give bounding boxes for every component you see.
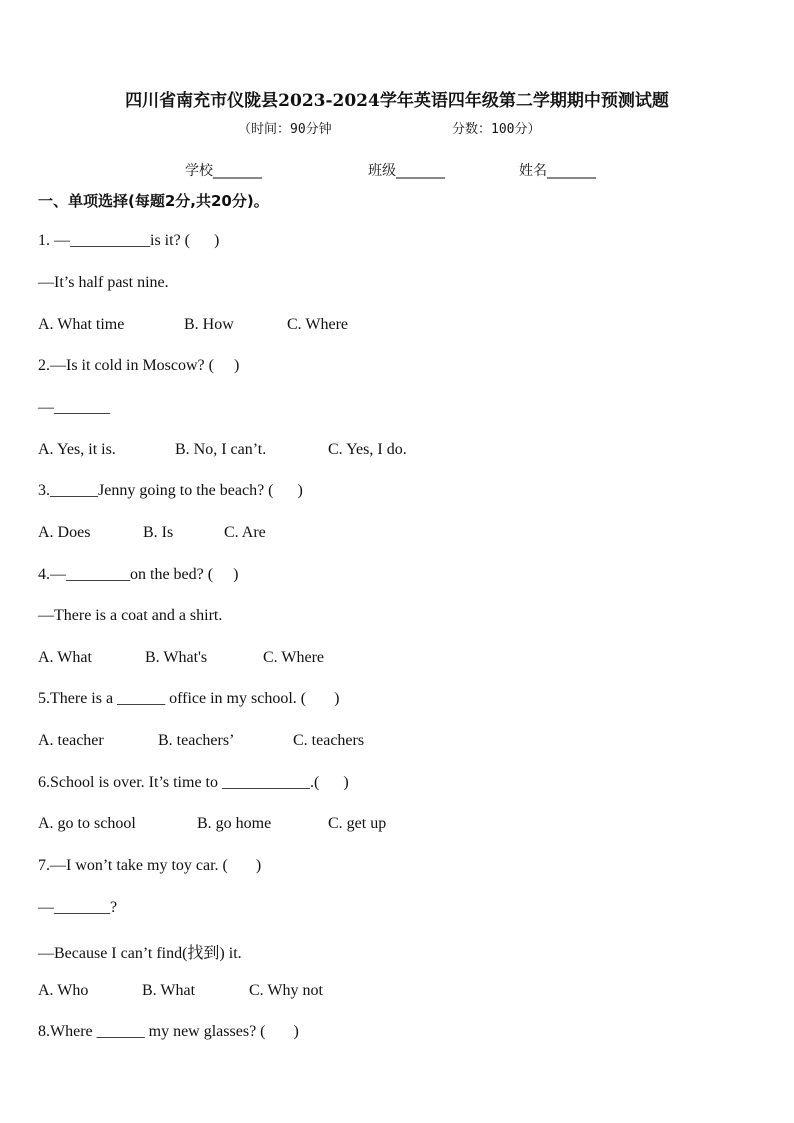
question-1-stem: 1. —__________is it? ( ): [38, 232, 220, 249]
option-c: C. Where: [263, 649, 325, 666]
question-5-stem: 5.There is a ______ office in my school. ( ): [38, 690, 340, 707]
option-b: B. go home: [197, 815, 272, 832]
option-b: B. Is: [143, 524, 174, 541]
question-7-answer: —_______?: [38, 899, 118, 916]
option-c: C. Yes, I do.: [328, 441, 407, 458]
option-a: A. Yes, it is.: [38, 441, 116, 458]
option-b: B. What's: [145, 649, 208, 666]
option-c: C. teachers: [293, 732, 365, 749]
option-c: C. get up: [328, 815, 387, 832]
question-2-stem: 2.—Is it cold in Moscow? ( ): [38, 357, 240, 374]
school-field: 学校_______: [185, 163, 262, 179]
option-b: B. How: [184, 316, 234, 333]
question-8-stem: 8.Where ______ my new glasses? ( ): [38, 1023, 299, 1040]
option-b: B. What: [142, 982, 196, 999]
option-a: A. What: [38, 649, 92, 666]
option-a: A. What time: [38, 316, 125, 333]
option-b: B. No, I can’t.: [175, 441, 267, 458]
exam-title: 四川省南充市仪陇县2023-2024学年英语四年级第二学期期中预测试题: [125, 91, 669, 111]
question-7-stem: 7.—I won’t take my toy car. ( ): [38, 857, 262, 874]
question-7-reason: —Because I can’t find(找到) it.: [38, 945, 242, 962]
question-2-answer: —_______: [38, 399, 110, 416]
name-field: 姓名_______: [519, 163, 596, 179]
question-1-answer: —It’s half past nine.: [38, 274, 169, 291]
question-4-answer: —There is a coat and a shirt.: [38, 607, 223, 624]
option-a: A. Does: [38, 524, 91, 541]
option-a: A. teacher: [38, 732, 104, 749]
option-b: B. teachers’: [158, 732, 235, 749]
exam-score: 分数：100分）: [452, 122, 541, 137]
section-heading: 一、单项选择(每题2分,共20分)。: [38, 192, 269, 210]
question-4-stem: 4.—________on the bed? ( ): [38, 566, 239, 583]
option-c: C. Why not: [249, 982, 323, 999]
option-c: C. Are: [224, 524, 266, 541]
exam-time: （时间：90分钟: [238, 122, 332, 137]
option-a: A. Who: [38, 982, 89, 999]
class-field: 班级_______: [368, 163, 445, 179]
question-3-stem: 3.______Jenny going to the beach? ( ): [38, 482, 303, 499]
question-6-stem: 6.School is over. It’s time to ___________.( ): [38, 774, 349, 791]
option-a: A. go to school: [38, 815, 136, 832]
option-c: C. Where: [287, 316, 349, 333]
